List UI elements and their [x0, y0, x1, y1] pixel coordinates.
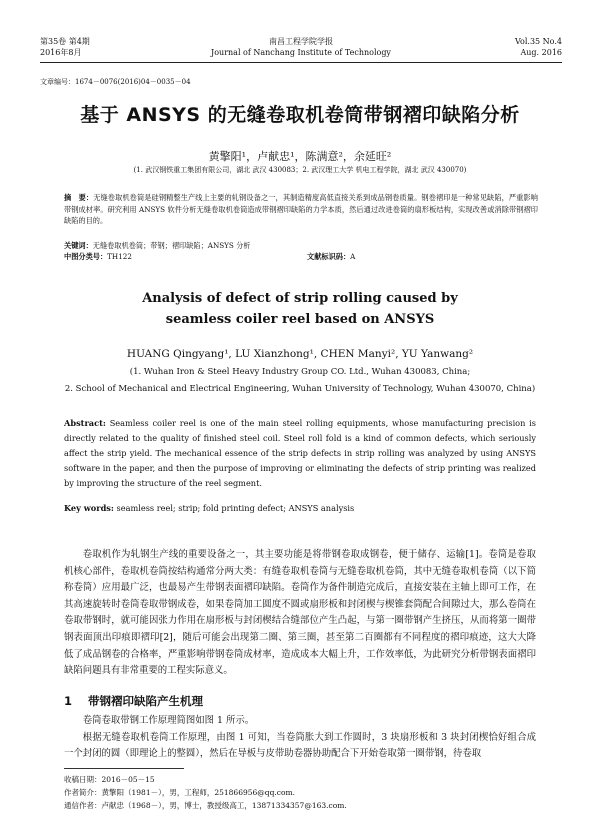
abstract-en-label: Abstract:: [64, 418, 106, 428]
keywords-cn-text: 无缝卷取机卷筒；带钢；褶印缺陷；ANSYS 分析: [92, 241, 251, 250]
affiliation-en-1: (1. Wuhan Iron & Steel Heavy Industry Group CO. Ltd., Wuhan 430083, China;: [129, 367, 471, 377]
abstract-cn-text: 无缝卷取机卷筒是硅钢精整生产线上主要的轧钢设备之一，其制造精度高低直接关系到成品钢卷质量。钢卷褶印是一种常见缺陷，严重影响带钢成材率。研究利用 ANSYS 软件分析无缝卷取机卷筒造成带钢褶印缺陷的力学本质，然后通过改进卷筒的扇形板结构，实现改善或消除带钢褶印缺陷的目的。: [64, 193, 538, 225]
volume-issue-cn: 第35卷 第4期: [40, 37, 90, 46]
doc-code: [307, 252, 355, 262]
keywords-chinese: [64, 240, 538, 251]
title-english: [0, 288, 600, 330]
affiliation-en-2: 2. School of Mechanical and Electrical Engineering, Wuhan University of Technology, Wuhan 430070, China): [64, 384, 536, 394]
volume-issue-en: Vol.35 No.4: [515, 37, 562, 46]
title-en-line-1: Analysis of defect of strip rolling caused by: [142, 291, 458, 306]
footnote-rule: [64, 768, 184, 769]
abstract-cn-label: 摘 要：: [64, 193, 94, 202]
footnote-author: 作者简介：黄擎阳（1981－），男，工程师，251866956@qq.com.: [64, 788, 295, 797]
clc-value: TH122: [107, 252, 132, 261]
keywords-english: [64, 503, 536, 513]
doc-code-value: A: [350, 252, 356, 261]
date-en: Aug. 2016: [520, 48, 562, 57]
date-cn: 2016年8月: [40, 48, 82, 57]
journal-name-en: Journal of Nanchang Institute of Technology: [211, 48, 391, 57]
section-number: 1: [64, 694, 73, 708]
keywords-cn-label: 关键词：: [64, 241, 93, 250]
footnotes: [64, 773, 540, 812]
authors-english: HUANG Qingyang¹, LU Xianzhong¹, CHEN Manyi², YU Yanwang²: [126, 348, 474, 360]
header-right: [515, 36, 562, 58]
footnote-received: 收稿日期：2016－05－15: [64, 775, 155, 784]
keywords-en-text: seamless reel; strip; fold printing defect; ANSYS analysis: [116, 503, 355, 513]
title-chinese: 基于 ANSYS 的无缝卷取机卷筒带钢褶印缺陷分析: [80, 104, 520, 126]
authors-chinese: 黄擎阳¹，卢献忠¹，陈满意²，余延旺²: [208, 150, 392, 163]
affiliation-english: [0, 364, 600, 398]
clc-label: 中图分类号：: [64, 252, 108, 261]
classification-line: [64, 252, 538, 262]
keywords-en-label: Key words:: [64, 503, 114, 513]
abstract-en-text: Seamless coiler reel is one of the main steel rolling equipments, whose manufacturing precision is directly related to the quality of finished steel coil. Steel roll fold is a kind of common defects, which seriously affect the strip yield. The mechanical essence of the strip defects in strip rolling was analyzed by using ANSYS software in the paper, and then the purpose of improving or eliminating the defects of strip printing was realized by improving the structure of the reel segment.: [64, 418, 536, 488]
journal-name-cn: 南昌工程学院学报: [269, 37, 333, 46]
intro-paragraph: 卷取机作为轧钢生产线的重要设备之一，其主要功能是将带钢卷取成钢卷，便于储存、运输[1]。卷筒是卷取机核心部件，卷取机卷筒按结构通常分两大类：有缝卷取机卷筒与无缝卷取机卷筒，其中无缝卷取机卷筒（以下简称卷筒）应用最广泛，也最易产生带钢表面褶印缺陷。卷筒作为备件制造完成后，直接安装在主轴上即可工作，在其高速旋转时卷筒卷取带钢成卷，如果卷筒加工圆度不圆或扇形板和封闭楔与楔锥套筒配合间隙过大，那么卷筒在卷取带钢时，就可能因张力作用在扇形板与封闭楔结合缝部位产生凸起，与第一圈带钢产生挤压，从而将第一圈带钢表面顶出印痕即褶印[2]，随后可能会出现第二圈、第三圈，甚至第二百圈都有不同程度的褶印痕迹，这大大降低了成品钢卷的合格率，严重影响带钢卷筒成材率，造成成本大幅上升，工作效率低，为此研究分析带钢表面褶印缺陷问题具有非常重要的工程实际意义。: [64, 549, 536, 677]
affiliation-chinese: (1. 武汉钢铁重工集团有限公司，湖北 武汉 430083；2. 武汉理工大学 机电工程学院，湖北 武汉 430070): [133, 166, 467, 174]
header-rule: [40, 62, 562, 63]
abstract-chinese: [64, 192, 538, 227]
title-en-line-2: seamless coiler reel based on ANSYS: [165, 312, 435, 327]
section-title: 带钢褶印缺陷产生机理: [88, 694, 204, 708]
footnote-corresponding: 通信作者：卢献忠（1968－），男，博士，教授级高工，13871334357@163.com.: [64, 801, 347, 810]
header-center: [40, 36, 562, 58]
section-heading: [64, 693, 203, 709]
section-paragraph-2: 根据无缝卷取机卷筒工作原理，由图 1 可知，当卷筒胀大到工作圆时，3 块扇形板和 3 块封闭楔恰好组合成一个封闭的圆（即理论上的整圆），然后在导板与皮带助卷器协助配合下开始卷取第一圈带钢，待卷取: [64, 732, 536, 759]
section-paragraph-1: 卷筒卷取带钢工作原理简图如图 1 所示。: [82, 715, 255, 726]
running-header: [40, 36, 562, 60]
abstract-english: [64, 416, 536, 491]
doc-code-label: 文献标识码：: [307, 252, 351, 261]
article-number: 文章编号：1674－0076(2016)04－0035－04: [40, 78, 191, 86]
